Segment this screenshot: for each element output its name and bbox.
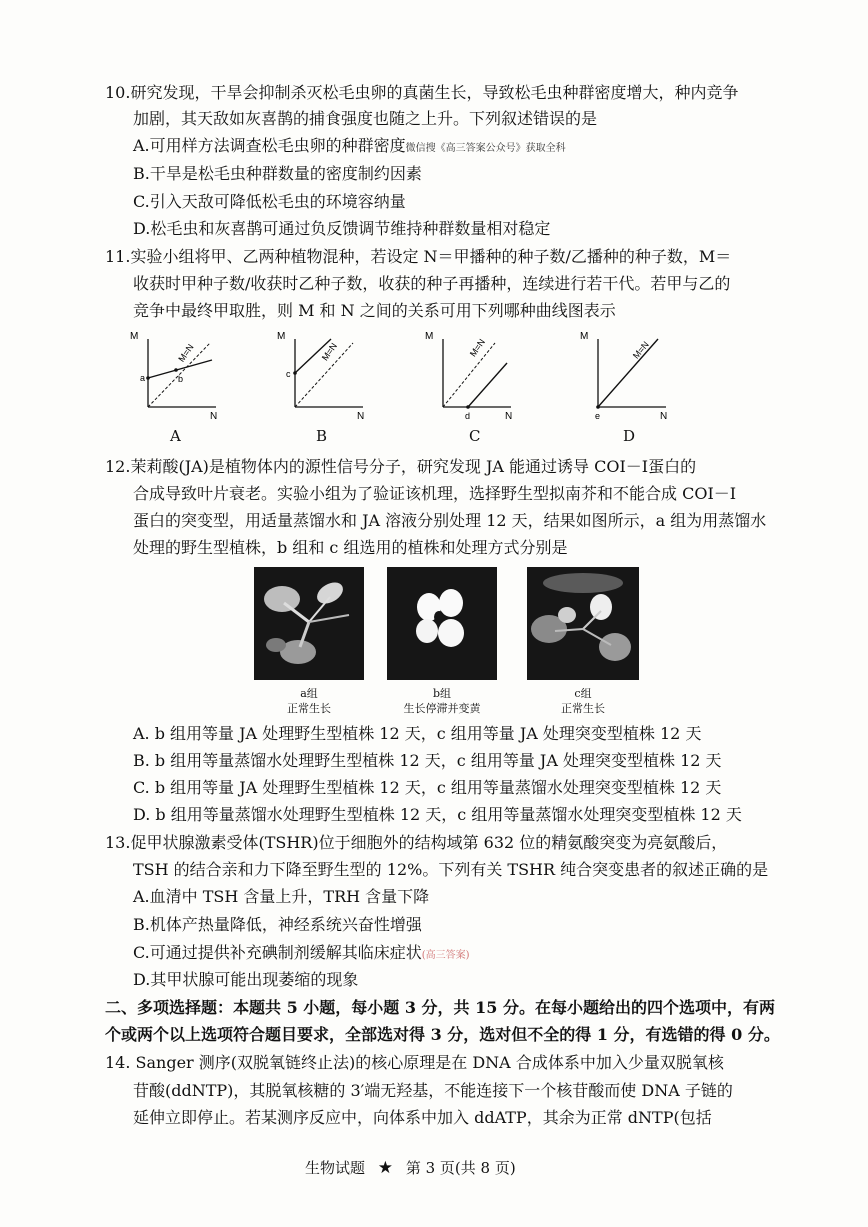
photo-group-c	[527, 567, 639, 680]
q14-stem-line2: 苷酸(ddNTP)，其脱氧核糖的 3′端无羟基，不能连接下一个核苷酸而使 DNA 子链的	[133, 1081, 733, 1100]
q10-option-b: B.干旱是松毛虫种群数量的密度制约因素	[133, 164, 422, 183]
footer-page-number: 第 3 页(共 8 页)	[405, 1159, 516, 1177]
q13-stem-line1: 13.促甲状腺激素受体(TSHR)位于细胞外的结构域第 632 位的精氨酸突变为亮氨酸后，	[105, 833, 728, 852]
q14-stem-line3: 延伸立即停止。若某测序反应中，向体系中加入 ddATP，其余为正常 dNTP(包括	[133, 1108, 712, 1127]
graph-d-ref-label: M=N	[630, 339, 651, 361]
photo-c-caption	[527, 686, 639, 716]
graph-a-mark-a: a	[140, 373, 146, 383]
photo-c-group: c组	[574, 687, 592, 700]
graph-a-x-label: N	[210, 411, 218, 422]
q12-stem-line2: 合成导致叶片衰老。实验小组为了验证该机理，选择野生型拟南芥和不能合成 COI－Ⅰ	[133, 484, 737, 503]
graph-a-mark-b: b	[178, 374, 184, 384]
graph-a-y-label: M	[130, 331, 139, 342]
photo-b-plant-image	[387, 567, 497, 680]
photo-b-group: b组	[432, 687, 452, 700]
graph-b-label: B	[316, 427, 328, 445]
q11-stem-line2: 收获时甲种子数/收获时乙种子数，收获的种子再播种，连续进行若干代。若甲与乙的	[133, 274, 731, 293]
graph-a-ref-label: M=N	[176, 342, 196, 364]
graph-d-curve	[598, 339, 658, 407]
q10-option-d: D.松毛虫和灰喜鹊可通过负反馈调节维持种群数量相对稳定	[133, 219, 551, 238]
q12-option-c: C. b 组用等量 JA 处理野生型植株 12 天，c 组用等量蒸馏水处理突变型植株 12 天	[133, 778, 722, 797]
graph-b-mark-c: c	[286, 369, 291, 379]
graph-d-mark-e: e	[595, 411, 601, 421]
q13-option-c	[133, 943, 470, 966]
graph-d-label: D	[623, 427, 636, 445]
watermark-text: 微信搜《高三答案公众号》获取全科	[405, 143, 566, 154]
q12-stem-line3: 蛋白的突变型，用适量蒸馏水和 JA 溶液分别处理 12 天，结果如图所示，a 组为用蒸馏水	[133, 511, 767, 530]
q13-option-c-text: C.可通过提供补充碘制剂缓解其临床症状	[133, 943, 422, 962]
graph-c	[423, 325, 523, 425]
photo-a-plant-image	[254, 567, 364, 680]
q12-option-a: A. b 组用等量 JA 处理野生型植株 12 天，c 组用等量 JA 处理突变型植株 12 天	[133, 724, 702, 743]
graph-a-label: A	[170, 427, 181, 445]
graph-c-curve	[468, 363, 507, 407]
q11-stem-line3: 竞争中最终甲取胜，则 M 和 N 之间的关系可用下列哪种曲线图表示	[133, 301, 616, 320]
photo-group-b	[387, 567, 497, 680]
graph-b-y-label: M	[277, 331, 286, 342]
photo-c-plant-image	[527, 567, 639, 680]
graph-a	[128, 325, 228, 425]
q12-option-d: D. b 组用等量蒸馏水处理野生型植株 12 天，c 组用等量蒸馏水处理突变型植株 12 天	[133, 805, 742, 824]
photo-a-caption	[254, 686, 364, 716]
graph-d-y-label: M	[580, 331, 589, 342]
q10-option-a	[133, 136, 566, 159]
photo-b-note: 生长停滞并变黄	[403, 702, 481, 715]
graph-b-x-label: N	[357, 411, 365, 422]
graph-c-x-label: N	[505, 411, 513, 422]
photo-a-note: 正常生长	[287, 702, 331, 715]
faint-watermark: (高三答案)	[421, 950, 470, 961]
q12-stem-line1: 12.茉莉酸(JA)是植物体内的源性信号分子，研究发现 JA 能通过诱导 COI－Ⅰ蛋白的	[105, 457, 697, 476]
photo-c-note: 正常生长	[561, 702, 605, 715]
q14-stem-line1: 14. Sanger 测序(双脱氧链终止法)的核心原理是在 DNA 合成体系中加入少量双脱氧核	[105, 1053, 724, 1072]
photo-a-group: a组	[300, 687, 318, 700]
graph-c-label: C	[469, 427, 481, 445]
graph-b	[275, 325, 375, 425]
photo-b-caption	[387, 686, 497, 716]
section2-line2: 个或两个以上选项符合题目要求，全部选对得 3 分，选对但不全的得 1 分，有选错的得 0 分。	[105, 1025, 780, 1044]
graph-d	[578, 325, 678, 425]
page-footer	[305, 1157, 516, 1178]
graph-c-y-label: M	[425, 331, 434, 342]
q10-option-a-text: A.可用样方法调查松毛虫卵的种群密度	[133, 136, 406, 155]
q12-stem-line4: 处理的野生型植株，b 组和 c 组选用的植株和处理方式分别是	[133, 538, 568, 557]
q10-stem-line2: 加剧，其天敌如灰喜鹊的捕食强度也随之上升。下列叙述错误的是	[133, 109, 598, 128]
star-icon: ★	[377, 1158, 394, 1178]
q10-option-c: C.引入天敌可降低松毛虫的环境容纳量	[133, 192, 406, 211]
q13-option-a: A.血清中 TSH 含量上升，TRH 含量下降	[133, 887, 430, 906]
graph-b-ref-label: M=N	[319, 341, 340, 363]
q13-option-d: D.其甲状腺可能出现萎缩的现象	[133, 970, 359, 989]
q13-option-b: B.机体产热量降低，神经系统兴奋性增强	[133, 915, 422, 934]
q12-option-b: B. b 组用等量蒸馏水处理野生型植株 12 天，c 组用等量 JA 处理突变型植株 12 天	[133, 751, 722, 770]
footer-subject: 生物试题	[305, 1159, 366, 1177]
photo-group-a	[254, 567, 364, 680]
q11-stem-line1: 11.实验小组将甲、乙两种植物混种，若设定 N＝甲播种的种子数/乙播种的种子数，M＝	[105, 247, 732, 266]
graph-d-x-label: N	[660, 411, 668, 422]
section2-line1: 二、多项选择题：本题共 5 小题，每小题 3 分，共 15 分。在每小题给出的四个选项中，有两	[105, 998, 775, 1017]
q13-stem-line2: TSH 的结合亲和力下降至野生型的 12%。下列有关 TSHR 纯合突变患者的叙述正确的是	[133, 860, 769, 879]
q10-stem-line1: 10.研究发现，干旱会抑制杀灭松毛虫卵的真菌生长，导致松毛虫种群密度增大，种内竞争	[105, 83, 739, 102]
graph-c-mark-d: d	[465, 411, 471, 421]
graph-c-ref-label: M=N	[467, 337, 488, 359]
